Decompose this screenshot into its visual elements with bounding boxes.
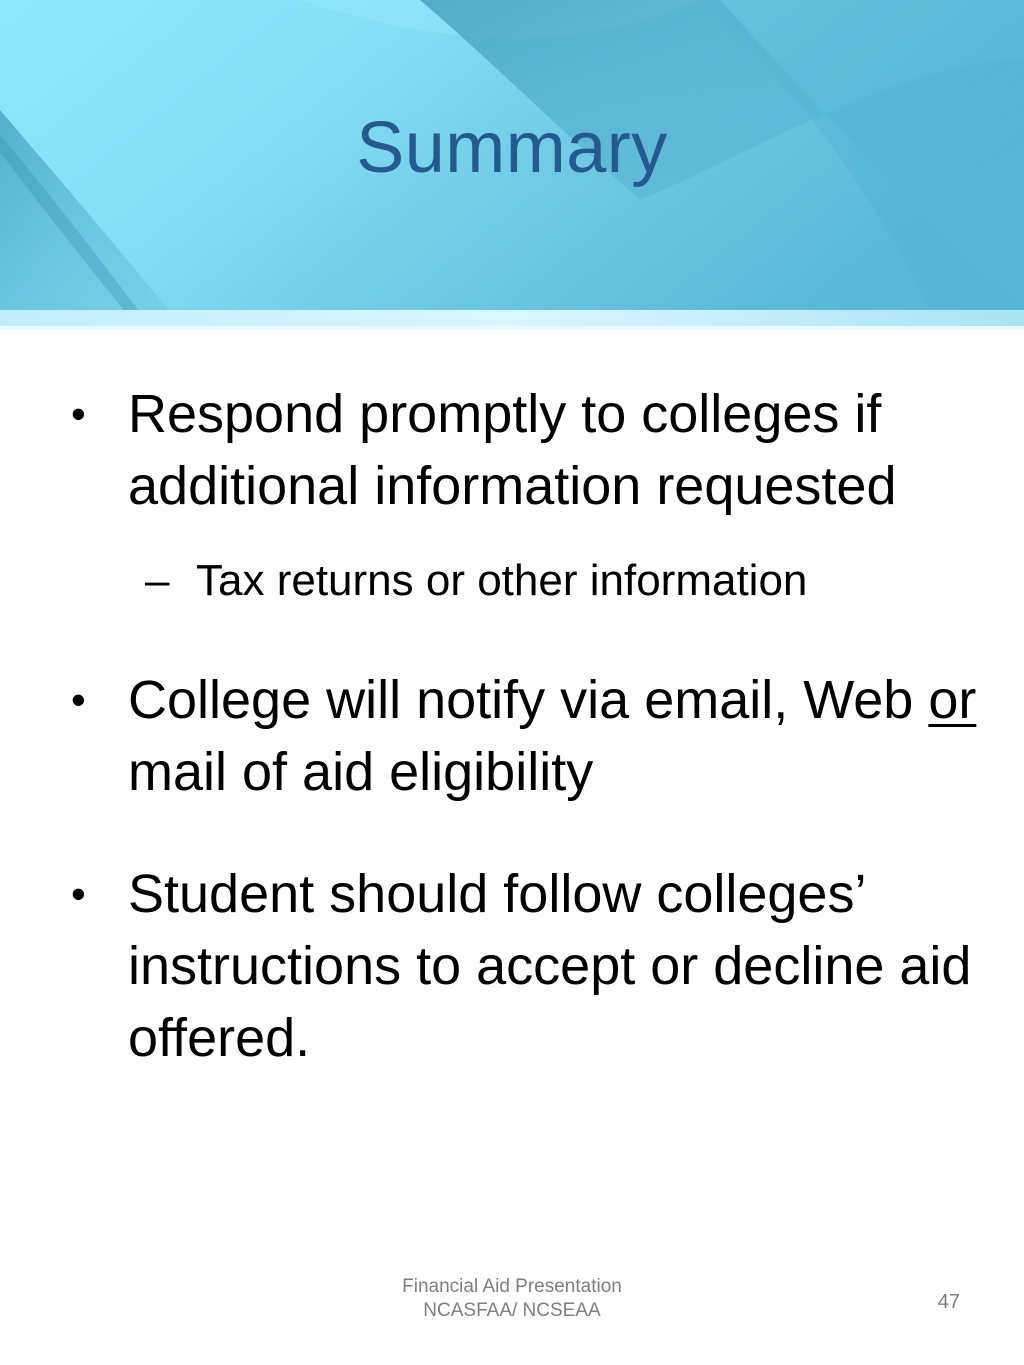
slide-content (0, 378, 1024, 1074)
bullet-dot-icon: • (71, 676, 86, 723)
dash-icon: – (145, 556, 170, 605)
bullet-text: Respond promptly to colleges if additional information requested (128, 384, 897, 516)
bullet-item (0, 664, 1024, 808)
slide-title: Summary (356, 108, 668, 188)
sub-bullet-text: Tax returns or other information (196, 556, 808, 605)
bullet-text-part: mail of aid eligibility (128, 742, 594, 802)
footer-line-1: Financial Aid Presentation (402, 1276, 622, 1297)
sub-bullet-item (0, 552, 1024, 610)
bullet-text-part: College will notify via email, Web (128, 670, 929, 730)
bullet-item (0, 378, 1024, 522)
bullet-dot-icon: • (71, 870, 86, 917)
page-number: 47 (937, 1291, 960, 1313)
bullet-dot-icon: • (71, 390, 86, 437)
bullet-text: Student should follow colleges’ instructions to accept or decline aid offered. (128, 864, 972, 1068)
footer (312, 1275, 712, 1323)
footer-line-2: NCASFAA/ NCSEAA (423, 1300, 601, 1321)
bullet-item (0, 858, 1024, 1074)
underlined-word: or (928, 670, 977, 730)
